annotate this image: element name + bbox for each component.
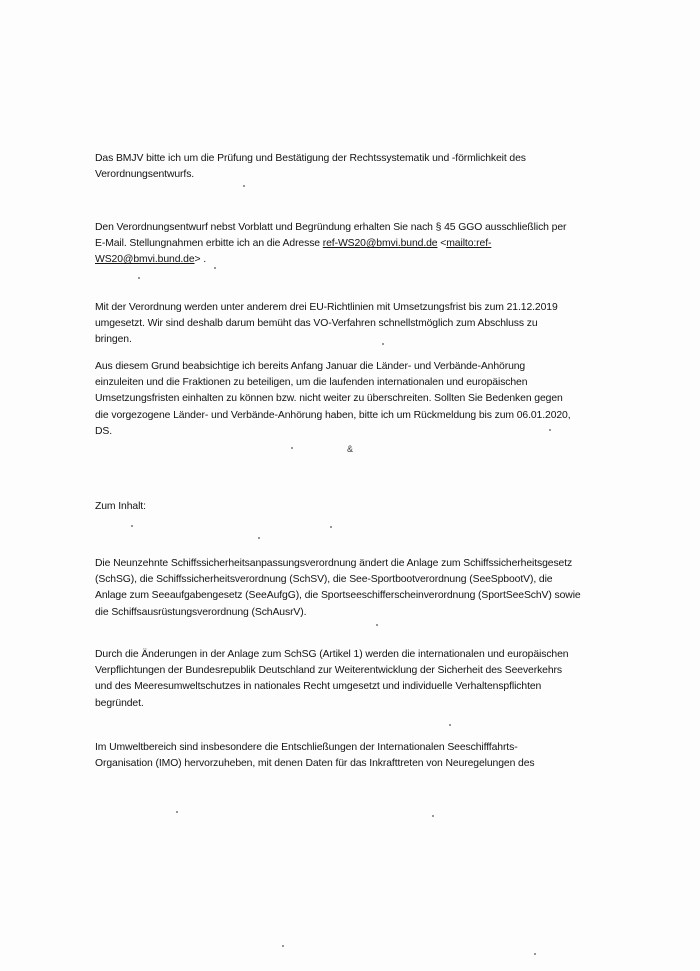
paragraph-regulation-changes [95, 556, 585, 621]
scan-speck [549, 429, 551, 431]
scan-speck [432, 815, 434, 817]
text-line: Den Verordnungsentwurf nebst Vorblatt und Begründung erhalten Sie nach § 45 GGO ausschließlich per [95, 222, 567, 233]
paragraph-environment [95, 740, 585, 772]
scan-speck [243, 185, 245, 187]
scan-speck [214, 267, 216, 269]
text-line: Mit der Verordnung werden unter anderem drei EU-Richtlinien mit Umsetzungsfrist bis zum 21.12.2019 [95, 302, 558, 313]
text-line: Das BMJV bitte ich um die Prüfung und Bestätigung der Rechtssystematik und -förmlichkeit des [95, 153, 526, 164]
text-line: Verpflichtungen der Bundesrepublik Deutschland zur Weiterentwicklung der Sicherheit des Seeverkehrs [95, 665, 562, 677]
scan-speck [449, 724, 451, 726]
text-line: einzuleiten und die Fraktionen zu beteiligen, um die laufenden internationalen und europäischen [95, 377, 528, 389]
paragraph-submission-info [95, 220, 585, 269]
text-line: DS. [95, 425, 113, 437]
mailto-link-continued[interactable]: WS20@bmvi.bund.de [95, 254, 195, 266]
text-line: Die Neunzehnte Schiffssicherheitsanpassungsverordnung ändert die Anlage zum Schiffssicherheitsgesetz [95, 558, 573, 569]
scan-speck [138, 277, 140, 279]
text-line: die Schiffsausrüstungsverordnung (SchAusrV). [95, 606, 307, 618]
paragraph-schsg-changes [95, 647, 585, 712]
text-line: umgesetzt. Wir sind deshalb darum bemüht das VO-Verfahren schnellstmöglich zum Abschluss zu [95, 318, 538, 330]
text-line [95, 252, 585, 268]
text-line: Im Umweltbereich sind insbesondere die Entschließungen der Internationalen Seeschifffahrts- [95, 742, 518, 753]
text-line: Aus diesem Grund beabsichtige ich bereits Anfang Januar die Länder- und Verbände-Anhörung [95, 361, 526, 372]
text-segment: E-Mail. Stellungnahmen erbitte ich an die Adresse [95, 238, 323, 250]
scan-speck [330, 526, 332, 528]
scan-speck [176, 811, 178, 813]
heading-text: Zum Inhalt: [95, 501, 146, 512]
text-line: Umsetzungsfristen einhalten zu können bzw. nicht weiter zu überschreiten. Sollten Sie Bedenken gegen [95, 393, 563, 405]
scan-speck [534, 953, 536, 955]
email-link[interactable]: ref-WS20@bmvi.bund.de [322, 238, 438, 250]
text-segment: > . [194, 254, 207, 266]
text-line: Verordnungsentwurfs. [95, 169, 195, 181]
paragraph-hearing-plan [95, 359, 585, 440]
scan-speck [291, 447, 293, 449]
scan-speck [382, 343, 384, 345]
scan-speck [376, 624, 378, 626]
text-line [95, 236, 585, 252]
mailto-link[interactable]: mailto:ref- [446, 238, 492, 250]
text-segment: < [437, 238, 447, 250]
scan-speck [282, 945, 284, 947]
text-line: begründet. [95, 697, 144, 709]
section-heading [95, 499, 585, 515]
text-line: bringen. [95, 334, 132, 346]
text-line: Anlage zum Seeaufgabengesetz (SeeAufgG), die Sportseeschifferscheinverordnung (SportSeeSchV) sowie [95, 590, 581, 602]
text-line: die vorgezogene Länder- und Verbände-Anhörung haben, bitte ich um Rückmeldung bis zum 06.01.2020, [95, 409, 571, 421]
text-line: (SchSG), die Schiffssicherheitsverordnung (SchSV), die See-Sportbootverordnung (SeeSpbootV), die [95, 574, 553, 586]
paragraph-eu-directives [95, 300, 585, 349]
scan-mark: & [347, 444, 354, 454]
text-line: und des Meeresumweltschutzes in nationales Recht umgesetzt und individuelle Verhaltenspflichten [95, 681, 542, 693]
paragraph-bmjv-request [95, 151, 585, 183]
scan-speck [131, 525, 133, 527]
text-line: Durch die Änderungen in der Anlage zum SchSG (Artikel 1) werden die internationalen und europäischen [95, 649, 569, 660]
text-line: Organisation (IMO) hervorzuheben, mit denen Daten für das Inkrafttreten von Neuregelungen des [95, 758, 535, 770]
scan-speck [258, 537, 260, 539]
